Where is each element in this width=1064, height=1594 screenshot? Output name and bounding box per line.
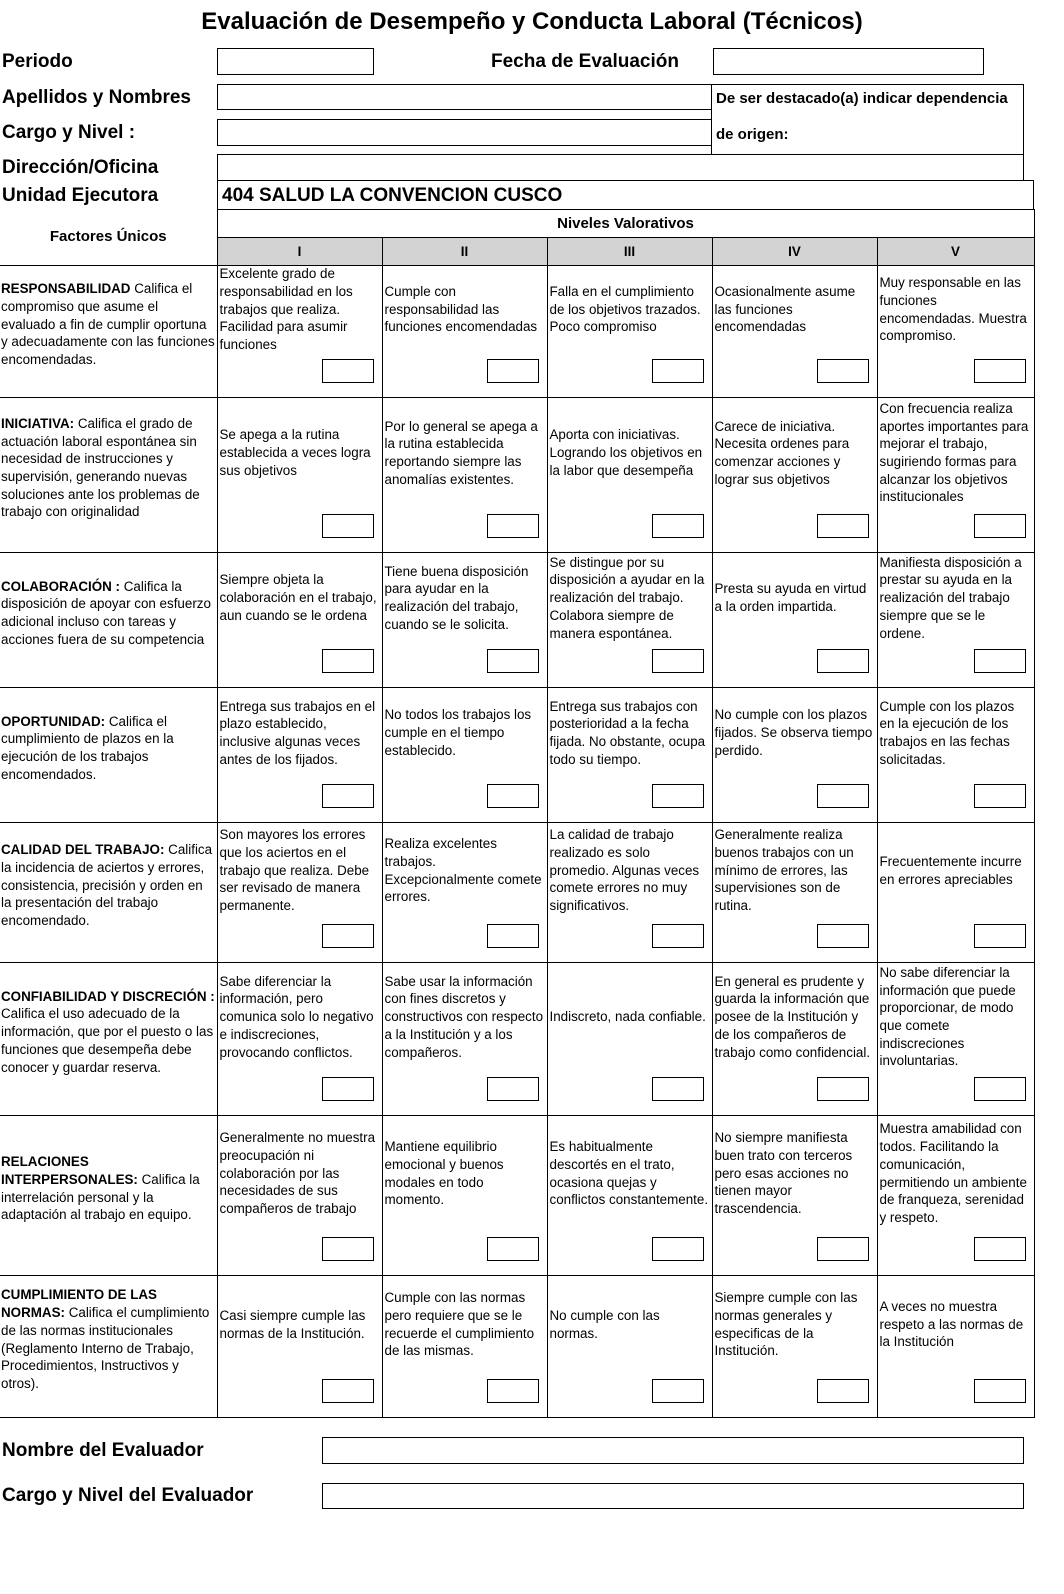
evaluador-cargo-field[interactable]	[322, 1483, 1024, 1509]
level-cell-5	[877, 823, 1034, 963]
unidad-value: 404 SALUD LA CONVENCION CUSCO	[222, 185, 563, 206]
level-cell-2	[382, 1276, 547, 1418]
score-checkbox[interactable]	[322, 1379, 374, 1403]
level-cell-5	[877, 963, 1034, 1116]
score-checkbox[interactable]	[322, 1077, 374, 1101]
score-checkbox[interactable]	[652, 1077, 704, 1101]
factor-cell	[0, 1116, 217, 1276]
direccion-label: Dirección/Oficina	[2, 157, 159, 178]
level-cell-2	[382, 1116, 547, 1276]
level-description: Muestra amabilidad con todos. Facilitando la comunicación, permitiendo un ambiente de franqueza, serenidad y respeto.	[879, 1121, 1027, 1225]
level-description: Indiscreto, nada confiable.	[549, 1009, 706, 1025]
factor-row	[0, 1116, 1034, 1276]
score-checkbox[interactable]	[322, 514, 374, 538]
fecha-label: Fecha de Evaluación	[491, 51, 679, 72]
apellidos-label: Apellidos y Nombres	[2, 87, 191, 108]
level-cell-2	[382, 823, 547, 963]
level-description: Por lo general se apega a la rutina establecida reportando siempre las anomalías existentes.	[384, 418, 538, 487]
level-cell-4	[712, 1276, 877, 1418]
cargo-field[interactable]	[217, 119, 714, 146]
level-cell-1	[217, 688, 382, 823]
cargo-label: Cargo y Nivel :	[2, 122, 136, 143]
factor-cell	[0, 963, 217, 1116]
level-description: Son mayores los errores que los aciertos en el trabajo que realiza. Debe ser revisado de manera permanente.	[219, 827, 370, 914]
score-checkbox[interactable]	[974, 1077, 1026, 1101]
score-checkbox[interactable]	[817, 514, 869, 538]
level-description: Entrega sus trabajos con posterioridad a la fecha fijada. No obstante, ocupa todo su tiempo.	[549, 698, 706, 767]
level-description: Cumple con las normas pero requiere que se le recuerde el cumplimiento de las mismas.	[384, 1290, 535, 1359]
level-cell-4	[712, 963, 877, 1116]
factor-cell	[0, 1276, 217, 1418]
factor-row	[0, 823, 1034, 963]
level-cell-2	[382, 398, 547, 553]
factor-row	[0, 553, 1034, 688]
level-description: Manifiesta disposición a prestar su ayuda en la realización del trabajo siempre que se le ordene.	[879, 554, 1022, 641]
level-description: En general es prudente y guarda la información que posee de la Institución y de los compañeros de trabajo como confidencial.	[714, 973, 871, 1060]
level-cell-4	[712, 823, 877, 963]
level-cell-3	[547, 688, 712, 823]
score-checkbox[interactable]	[974, 784, 1026, 808]
factor-name: COLABORACIÓN :	[1, 578, 121, 594]
level-cell-2	[382, 688, 547, 823]
factores-header: Factores Únicos	[0, 210, 217, 266]
level-description: A veces no muestra respeto a las normas de la Institución	[879, 1298, 1024, 1350]
score-checkbox[interactable]	[974, 514, 1026, 538]
level-cell-4	[712, 688, 877, 823]
niveles-header: Niveles Valorativos	[217, 210, 1034, 238]
level-description: Se apega a la rutina establecida a veces logra sus objetivos	[219, 427, 371, 478]
level-description: Cumple con los plazos en la ejecución de los trabajos en las fechas solicitadas.	[879, 698, 1015, 767]
level-cell-4	[712, 553, 877, 688]
level-header-4: IV	[712, 238, 877, 266]
score-checkbox[interactable]	[652, 514, 704, 538]
level-cell-3	[547, 266, 712, 398]
level-cell-3	[547, 553, 712, 688]
level-cell-1	[217, 823, 382, 963]
level-header-1: I	[217, 238, 382, 266]
score-checkbox[interactable]	[652, 924, 704, 948]
factor-name: CUMPLIMIENTO DE LAS NORMAS:	[1, 1287, 157, 1321]
score-checkbox[interactable]	[487, 1379, 539, 1403]
factor-name: INICIATIVA:	[1, 415, 75, 431]
level-cell-1	[217, 266, 382, 398]
factor-row	[0, 1276, 1034, 1418]
level-cell-3	[547, 823, 712, 963]
level-description: Siempre objeta la colaboración en el trabajo, aun cuando se le ordena	[219, 572, 377, 623]
level-header-5: V	[877, 238, 1034, 266]
level-cell-5	[877, 553, 1034, 688]
level-description: Ocasionalmente asume las funciones encomendadas	[714, 283, 856, 335]
score-checkbox[interactable]	[322, 1237, 374, 1261]
score-checkbox[interactable]	[974, 1379, 1026, 1403]
score-checkbox[interactable]	[817, 649, 869, 673]
factor-row	[0, 688, 1034, 823]
evaluador-nombre-field[interactable]	[322, 1437, 1024, 1464]
level-description: Casi siempre cumple las normas de la Institución.	[219, 1307, 366, 1341]
score-checkbox[interactable]	[322, 359, 374, 383]
score-checkbox[interactable]	[652, 1379, 704, 1403]
level-cell-3	[547, 1276, 712, 1418]
level-cell-3	[547, 963, 712, 1116]
level-description: La calidad de trabajo realizado es solo promedio. Algunas veces comete errores no muy significativos.	[549, 827, 700, 914]
level-cell-4	[712, 1116, 877, 1276]
destacado-label-1: De ser destacado(a) indicar dependencia	[716, 90, 1008, 107]
factor-cell	[0, 398, 217, 553]
score-checkbox[interactable]	[974, 924, 1026, 948]
level-cell-5	[877, 1116, 1034, 1276]
level-description: No cumple con los plazos fijados. Se observa tiempo perdido.	[714, 707, 873, 758]
factor-cell	[0, 823, 217, 963]
factor-name: OPORTUNIDAD:	[1, 713, 106, 729]
factor-description: Califica el cumplimiento de plazos en la ejecución de los trabajos encomendados.	[1, 713, 174, 782]
score-checkbox[interactable]	[322, 924, 374, 948]
score-checkbox[interactable]	[652, 359, 704, 383]
score-checkbox[interactable]	[817, 784, 869, 808]
level-description: Carece de iniciativa. Necesita ordenes para comenzar acciones y lograr sus objetivos	[714, 418, 850, 487]
level-description: Se distingue por su disposición a ayudar en la realización del trabajo. Colabora siempre de manera espontánea.	[549, 554, 705, 641]
factor-cell	[0, 553, 217, 688]
level-description: Excelente grado de responsabilidad en los trabajos que realiza. Facilidad para asumir funciones	[219, 266, 353, 353]
evaluation-table	[0, 209, 1035, 1418]
level-cell-2	[382, 553, 547, 688]
level-cell-3	[547, 398, 712, 553]
score-checkbox[interactable]	[322, 784, 374, 808]
level-description: No sabe diferenciar la información que puede proporcionar, de modo que comete indiscreciones involuntarias.	[879, 964, 1016, 1069]
level-cell-5	[877, 398, 1034, 553]
factor-name: RESPONSABILIDAD	[1, 281, 131, 297]
level-cell-5	[877, 1276, 1034, 1418]
factor-cell	[0, 266, 217, 398]
level-description: Mantiene equilibrio emocional y buenos modales en todo momento.	[384, 1139, 504, 1208]
score-checkbox[interactable]	[974, 649, 1026, 673]
factor-cell	[0, 688, 217, 823]
level-description: No siempre manifiesta buen trato con terceros pero esas acciones no tienen mayor trascendencia.	[714, 1130, 853, 1217]
score-checkbox[interactable]	[817, 1379, 869, 1403]
factor-description: Califica la interrelación personal y la adaptación al trabajo en equipo.	[1, 1171, 200, 1223]
fecha-field[interactable]	[713, 48, 984, 75]
level-description: Presta su ayuda en virtud a la orden impartida.	[714, 581, 867, 614]
level-cell-5	[877, 688, 1034, 823]
level-description: Realiza excelentes trabajos. Excepcionalmente comete errores.	[384, 836, 542, 905]
level-description: Es habitualmente descortés en el trato, ocasiona quejas y conflictos constantemente.	[549, 1139, 709, 1208]
factor-name: CONFIABILIDAD Y DISCRECIÓN :	[1, 988, 215, 1004]
level-cell-1	[217, 553, 382, 688]
score-checkbox[interactable]	[487, 359, 539, 383]
periodo-label: Periodo	[2, 51, 73, 72]
level-description: No todos los trabajos los cumple en el tiempo establecido.	[384, 707, 532, 758]
apellidos-field[interactable]	[217, 84, 714, 110]
score-checkbox[interactable]	[652, 649, 704, 673]
score-checkbox[interactable]	[487, 924, 539, 948]
direccion-field[interactable]	[217, 154, 1024, 181]
level-description: Generalmente no muestra preocupación ni colaboración por las necesidades de sus compañeros de trabajo	[219, 1130, 376, 1217]
level-header-3: III	[547, 238, 712, 266]
evaluador-cargo-label: Cargo y Nivel del Evaluador	[2, 1485, 254, 1506]
factor-row	[0, 963, 1034, 1116]
level-description: Con frecuencia realiza aportes importantes para mejorar el trabajo, sugiriendo formas para alcanzar los objetivos institucionales	[879, 400, 1029, 505]
level-cell-4	[712, 398, 877, 553]
score-checkbox[interactable]	[652, 1237, 704, 1261]
level-cell-5	[877, 266, 1034, 398]
level-cell-1	[217, 1116, 382, 1276]
factor-description: Califica la incidencia de aciertos y errores, consistencia, precisión y orden en la presentación del trabajo encomendado.	[1, 842, 213, 929]
factor-name: RELACIONES INTERPERSONALES:	[1, 1154, 138, 1187]
level-cell-1	[217, 963, 382, 1116]
score-checkbox[interactable]	[652, 784, 704, 808]
score-checkbox[interactable]	[487, 1077, 539, 1101]
level-cell-4	[712, 266, 877, 398]
level-cell-3	[547, 1116, 712, 1276]
level-description: Falla en el cumplimiento de los objetivos trazados. Poco compromiso	[549, 283, 701, 335]
score-checkbox[interactable]	[487, 1237, 539, 1261]
periodo-field[interactable]	[217, 48, 374, 75]
score-checkbox[interactable]	[487, 784, 539, 808]
level-description: Muy responsable en las funciones encomendadas. Muestra compromiso.	[879, 275, 1027, 344]
destacado-label-2: de origen:	[716, 126, 789, 143]
factor-description: Califica el uso adecuado de la información, que por el puesto o las funciones que desempeña debe conocer y guardar reserva.	[1, 1006, 214, 1075]
score-checkbox[interactable]	[817, 924, 869, 948]
level-description: Sabe usar la información con fines discretos y constructivos con respecto a la Institución y a los compañeros.	[384, 973, 544, 1060]
level-cell-2	[382, 963, 547, 1116]
factor-description: Califica el cumplimiento de las normas institucionales (Reglamento Interno de Trabajo, Procedimientos, Instructivos y otros).	[1, 1305, 210, 1391]
factor-description: Califica la disposición de apoyar con esfuerzo adicional incluso con tareas y acciones fuera de su competencia	[1, 578, 211, 647]
level-description: Aporta con iniciativas. Logrando los objetivos en la labor que desempeña	[549, 427, 703, 478]
level-cell-2	[382, 266, 547, 398]
factor-description: Califica el compromiso que asume el evaluado a fin de cumplir oportuna y adecuadamente con las funciones encomendadas.	[1, 281, 215, 368]
factor-name: CALIDAD DEL TRABAJO:	[1, 842, 165, 858]
level-description: Entrega sus trabajos en el plazo establecido, inclusive algunas veces antes de los fijados.	[219, 698, 376, 767]
score-checkbox[interactable]	[817, 1077, 869, 1101]
level-header-2: II	[382, 238, 547, 266]
score-checkbox[interactable]	[487, 514, 539, 538]
level-description: Generalmente realiza buenos trabajos con un mínimo de errores, las supervisiones son de rutina.	[714, 827, 854, 914]
destacado-box	[711, 84, 1024, 155]
factor-description: Califica el grado de actuación laboral espontánea sin necesidad de instrucciones y supervisión, generando nuevas soluciones ante los problemas de trabajo con originalidad	[1, 415, 200, 520]
score-checkbox[interactable]	[974, 1237, 1026, 1261]
score-checkbox[interactable]	[322, 649, 374, 673]
level-description: Sabe diferenciar la información, pero comunica solo lo negativo e indiscreciones, provocando conflictos.	[219, 973, 374, 1060]
unidad-label: Unidad Ejecutora	[2, 185, 159, 206]
level-description: Siempre cumple con las normas generales y especificas de la Institución.	[714, 1290, 858, 1359]
level-cell-1	[217, 1276, 382, 1418]
unidad-field	[217, 180, 1034, 210]
score-checkbox[interactable]	[817, 1237, 869, 1261]
level-description: Tiene buena disposición para ayudar en la realización del trabajo, cuando se le solicita.	[384, 563, 529, 632]
score-checkbox[interactable]	[974, 359, 1026, 383]
score-checkbox[interactable]	[487, 649, 539, 673]
evaluador-nombre-label: Nombre del Evaluador	[2, 1440, 204, 1461]
level-description: Cumple con responsabilidad las funciones encomendadas	[384, 283, 538, 335]
level-cell-1	[217, 398, 382, 553]
level-description: Frecuentemente incurre en errores apreciables	[879, 853, 1022, 887]
factor-row	[0, 398, 1034, 553]
form-title: Evaluación de Desempeño y Conducta Laboral (Técnicos)	[201, 8, 863, 35]
score-checkbox[interactable]	[817, 359, 869, 383]
level-description: No cumple con las normas.	[549, 1307, 660, 1341]
factor-row	[0, 266, 1034, 398]
